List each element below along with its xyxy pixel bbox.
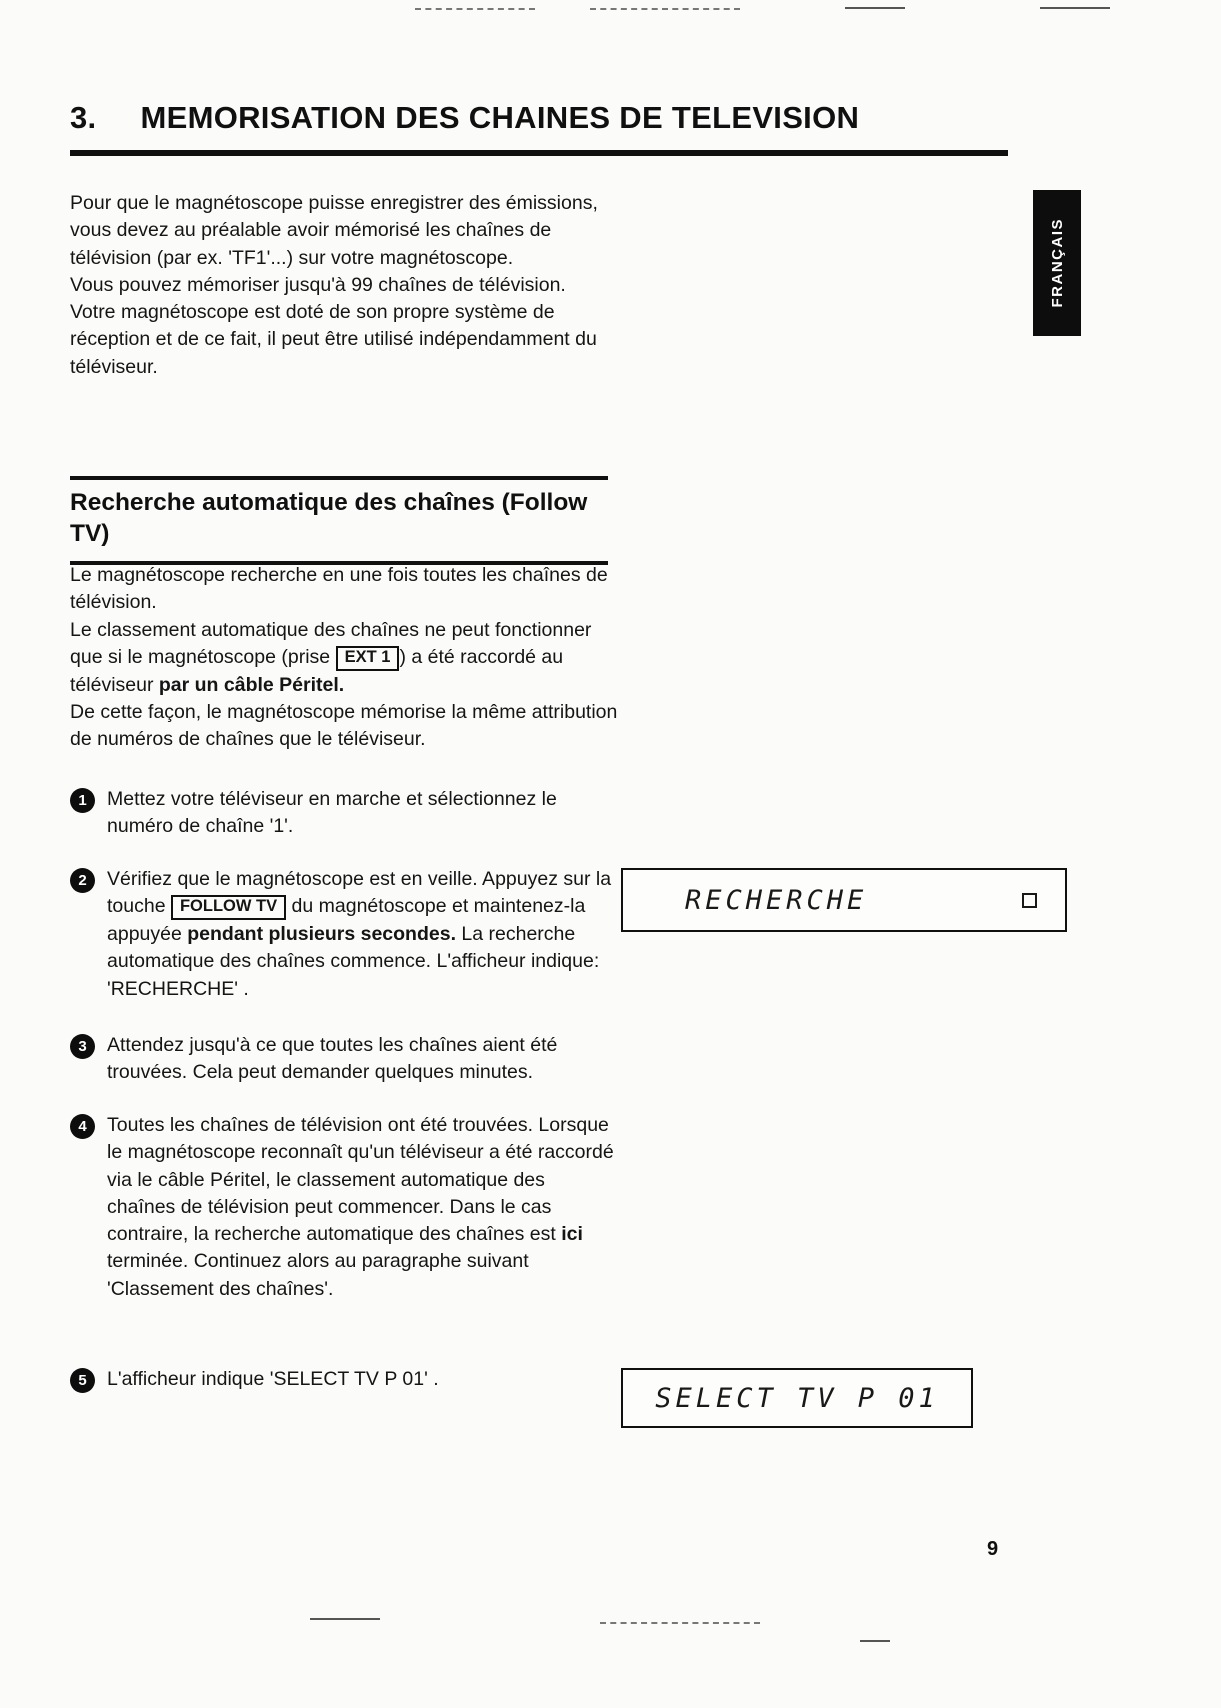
step-4 — [70, 1112, 618, 1303]
section-paragraph — [70, 617, 618, 699]
ext1-button-label: EXT 1 — [336, 646, 400, 671]
section-text: ) a été raccordé au téléviseur — [70, 645, 564, 696]
step-text: Mettez votre téléviseur en marche et sélectionnez le numéro de chaîne '1'. — [107, 788, 557, 838]
scan-artifact — [310, 1618, 380, 1620]
step-5 — [70, 1366, 618, 1393]
step-text-part: Vérifiez que le magnétoscope est en veille. Appuyez sur la touche — [107, 868, 612, 918]
section-text: Le classement automatique des chaînes ne peut fonctionner que si le magnétoscope (prise — [70, 618, 592, 668]
step-bold-text: pendant plusieurs secondes. — [187, 923, 456, 946]
display-text: RECHERCHE — [685, 884, 868, 916]
intro-paragraph: Vous pouvez mémoriser jusqu'à 99 chaînes de télévision. — [70, 273, 566, 296]
display-square-icon — [1022, 893, 1037, 908]
step-number-badge: 5 — [70, 1368, 95, 1393]
step-text-part: Toutes les chaînes de télévision ont été trouvées. Lorsque le magnétoscope reconnaît qu'un téléviseur a été raccordé via le câble Péritel, le classement automatique des chaînes de télévision peut commencer. Dans le cas contraire, la recherche automatique des chaînes est — [107, 1114, 614, 1246]
scan-artifact — [600, 1622, 760, 1624]
scan-artifact — [1040, 7, 1110, 9]
scan-artifact — [415, 8, 535, 10]
step-number-badge: 4 — [70, 1114, 95, 1139]
language-tab-francais — [1033, 190, 1081, 336]
language-tab-label: FRANÇAIS — [1048, 218, 1066, 308]
step-text-part: du magnétoscope et maintenez-la appuyée — [107, 895, 586, 946]
vcr-display-recherche — [621, 868, 1067, 932]
page-title — [70, 100, 1008, 136]
section-heading: Recherche automatique des chaînes (Follow TV) — [70, 476, 608, 565]
step-number-badge: 1 — [70, 788, 95, 813]
scan-artifact — [845, 7, 905, 9]
page-number: 9 — [987, 1538, 999, 1560]
intro-paragraph: Pour que le magnétoscope puisse enregistrer des émissions, vous devez au préalable avoir mémorisé les chaînes de télévision (par ex. 'TF1'...) sur votre magnétoscope. — [70, 192, 598, 269]
display-text: SELECT TV P 01 — [655, 1382, 939, 1414]
section-paragraph: De cette façon, le magnétoscope mémorise la même attribution de numéros de chaînes que le téléviseur. — [70, 700, 618, 751]
step-3 — [70, 1032, 618, 1087]
section-paragraph: Le magnétoscope recherche en une fois toutes les chaînes de télévision. — [70, 564, 608, 614]
step-2 — [70, 866, 618, 1003]
step-number-badge: 2 — [70, 868, 95, 893]
section-bold-text: par un câble Péritel. — [158, 673, 345, 696]
intro-paragraphs — [70, 190, 618, 381]
title-number: 3. — [70, 100, 97, 135]
step-text — [107, 866, 618, 1003]
step-1 — [70, 786, 618, 841]
vcr-display-select-tv — [621, 1368, 973, 1428]
follow-tv-button-label: FOLLOW TV — [171, 895, 286, 920]
page-title-block — [70, 100, 1008, 156]
section-body — [70, 562, 618, 754]
step-text-part: terminée. Continuez alors au paragraphe suivant 'Classement des chaînes'. — [107, 1250, 529, 1300]
step-text: L'afficheur indique 'SELECT TV P 01' . — [107, 1368, 439, 1390]
step-text-part: La recherche automatique des chaînes commence. L'afficheur indique: 'RECHERCHE' . — [107, 923, 600, 1000]
step-text: Attendez jusqu'à ce que toutes les chaînes aient été trouvées. Cela peut demander quelques minutes. — [107, 1034, 558, 1084]
intro-paragraph: Votre magnétoscope est doté de son propre système de réception et de ce fait, il peut être utilisé indépendamment du téléviseur. — [70, 301, 597, 378]
scan-artifact — [860, 1640, 890, 1642]
title-text: MEMORISATION DES CHAINES DE TELEVISION — [140, 100, 860, 135]
step-text — [107, 1112, 618, 1303]
step-number-badge: 3 — [70, 1034, 95, 1059]
step-bold-text: ici — [561, 1223, 583, 1246]
scan-artifact — [590, 8, 740, 10]
